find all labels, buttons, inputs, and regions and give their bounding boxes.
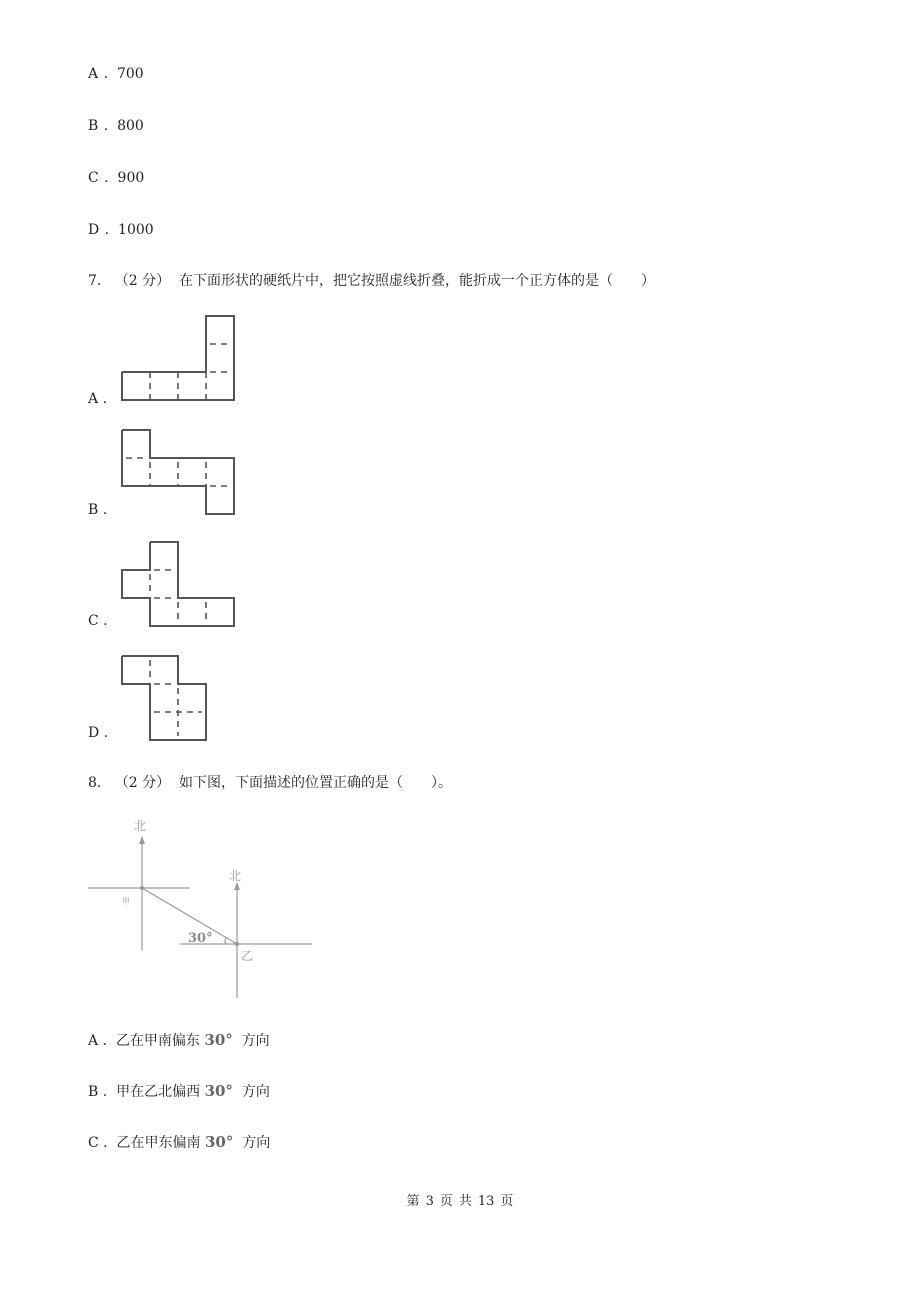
option-text: 乙在甲东偏南 [116,1135,201,1151]
q6-option-c: C . 900 [88,170,145,186]
option-text: 乙在甲南偏东 [115,1033,200,1049]
option-text: 1000 [118,222,154,238]
page-footer [0,1190,920,1209]
footer-total: 13 [477,1194,495,1209]
question-score: （2 分） [114,775,171,791]
option-text: 800 [117,118,144,134]
question-text: 在下面形状的硬纸片中，把它按照虚线折叠，能折成一个正方体的是（ ） [178,273,655,289]
angle-value: 30° [204,1031,233,1049]
yi-label: 乙 [241,949,254,963]
q8-stem [88,773,452,793]
jia-label: 甲 [122,897,130,906]
q7-option-c-label: C . [88,613,108,629]
q7-option-b-label: B . [88,502,108,518]
option-suffix: 方向 [241,1033,270,1049]
question-number: 7. [88,273,102,289]
q6-option-d: D . 1000 [88,222,154,238]
question-score: （2 分） [114,273,171,289]
north-label-right: 北 [229,869,242,883]
q7-option-d-label: D . [88,725,109,741]
option-suffix: 方向 [242,1135,271,1151]
footer-page: 3 [425,1194,434,1209]
angle-value: 30° [204,1133,234,1151]
footer-total-prefix: 共 [458,1194,472,1209]
option-label: B [88,1084,99,1100]
north-label-left: 北 [134,819,147,833]
option-label: A [88,391,99,407]
option-label: C [88,613,99,629]
option-text: 甲在乙北偏西 [116,1084,201,1100]
option-label: B [88,502,99,518]
q8-option-c: C . 乙在甲东偏南 30° 方向 [88,1133,271,1151]
q8-option-b: B . 甲在乙北偏西 30° 方向 [88,1082,270,1100]
q6-option-b: B . 800 [88,118,144,134]
option-label: C [88,170,100,186]
option-label: D [88,725,100,741]
question-text: 如下图，下面描述的位置正确的是（ ）。 [178,775,452,791]
question-number: 8. [88,775,102,791]
option-suffix: 方向 [241,1084,270,1100]
angle-value: 30° [204,1082,233,1100]
q6-option-a: A . 700 [88,66,144,82]
option-label: B [88,118,100,134]
option-text: 700 [116,66,144,82]
footer-middle: 页 [439,1194,453,1209]
option-label: A [88,66,100,82]
angle-label: 30° [188,931,213,946]
option-label: D [88,222,101,238]
footer-suffix: 页 [500,1194,514,1209]
q7-option-a-label: A . [88,391,108,407]
footer-prefix: 第 [406,1194,420,1209]
direction-figure [80,812,400,1012]
option-label: C [88,1135,99,1151]
option-label: A [88,1033,99,1049]
q8-option-a: A . 乙在甲南偏东 30° 方向 [88,1031,270,1049]
option-text: 900 [117,170,145,186]
